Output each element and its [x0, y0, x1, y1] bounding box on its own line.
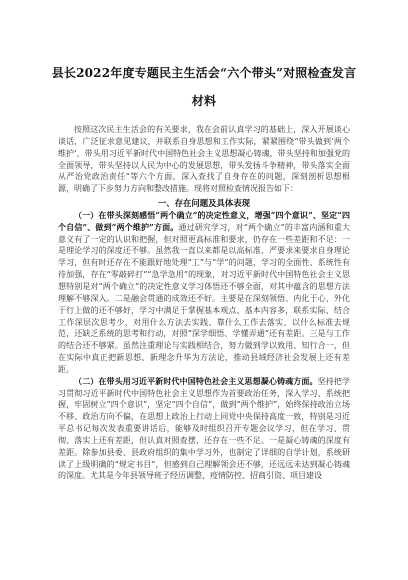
section-heading-problems: 一、存在问题及具体表现 [157, 198, 251, 209]
subsection-1-paragraph [58, 210, 350, 376]
intro-paragraph: 按照这次民主生活会的有关要求，我在会前认真学习的基础上，深入开展谈心谈话，广泛征求意见建议，并联系自身思想和工作实际，紧紧围绕“带头做到‘两个维护’，带头用习近平新时代中国特色社会主义思想凝心铸魂，带头坚持和加强党的全面领导，带头坚持以人民为中心的发展思想，带头发扬斗争精神，带头落实全面从严治党政治责任”等六个方面，深入查找了自身存在的问题，深刻剖析思想根源，明确了下步努力方向和整改措施。现将对照检查情况报告如下： [58, 125, 350, 194]
document-body [58, 124, 350, 482]
subsection-1-text: 通过研究学习，对“两个确立”的丰富内涵和重大意义有了一定的认识和把握，但对照更高标准和要求，仍存在一些差距和不足：一是理论学习的深度还不够。虽然我一直以来都是以高标准、严要求来要求自身理论学习，但有时还存在不能跟好地处理“工”与“学”的问题，学习的全面性、系统性有待加强，存在“零敲碎打”“急学急用”的现象，对习近平新时代中国特色社会主义思想特别是对“两个确立”的决定性意义学习体悟还不够全面，对其中蕴含的思想方法理解不够深入。二是融会贯通的成效还不好。主要是在深刻领悟、内化于心、外化于行上做的还不够好，学习中满足于掌握基本观点、基本内容多，联系实际、结合工作深层次思考少，对用什么方法去实践、靠什么工作去落实、以什么标准去规范，还缺乏系统的思考和行动，对照“深学细悟、学懂弄通”还有差距。三是与工作的结合还不够紧。虽然注重理论与实践相结合，努力做到学以致用、知行合一，但在实际中真正把新思想、新理念升华为方法论，推动县域经济社会发展上还有差距。 [58, 222, 350, 374]
subsection-2-heading: （二）在带头用习近平新时代中国特色社会主义思想凝心铸魂方面。 [74, 375, 318, 386]
subsection-1-heading: （一）在带头深刻感悟“两个确立”的决定性意义，增强“四个意识”、坚定“四个自信”、做到“两个维护”方面。 [58, 209, 350, 232]
subsection-2-text: 坚持把学习贯彻习近平新时代中国特色社会主义思想作为首要政治任务，深入学习、系统把握，牢固树立“四个意识”，坚定“四个自信”，做到“两个维护”，始终保持政治立场不移、政治方向不偏，在思想上政治上行动上同党中央保持高度一致，特别是习近平总书记每次发表重要讲话后，能够及时组织召开专题会议学习，但在学习、贯彻、落实上还有差距，但认真对照查摆，还存在一些不足。一是凝心铸魂的深度有差距。除参加县委、县政府组织的集中学习外，也制定了详细的自学计划，系统研读了上级明确的“规定书目”，但感到自己理解领会还不够，还远远未达到凝心铸魂的深度。尤其是今年县领导班子经历调整，疫情防控、招商引资、项目建设 [58, 376, 351, 481]
document-title-continued: 材料 [191, 94, 217, 108]
subsection-2-paragraph [58, 376, 350, 483]
document-title: 县长2022年度专题民主生活会“六个带头”对照检查发言 [51, 66, 357, 80]
